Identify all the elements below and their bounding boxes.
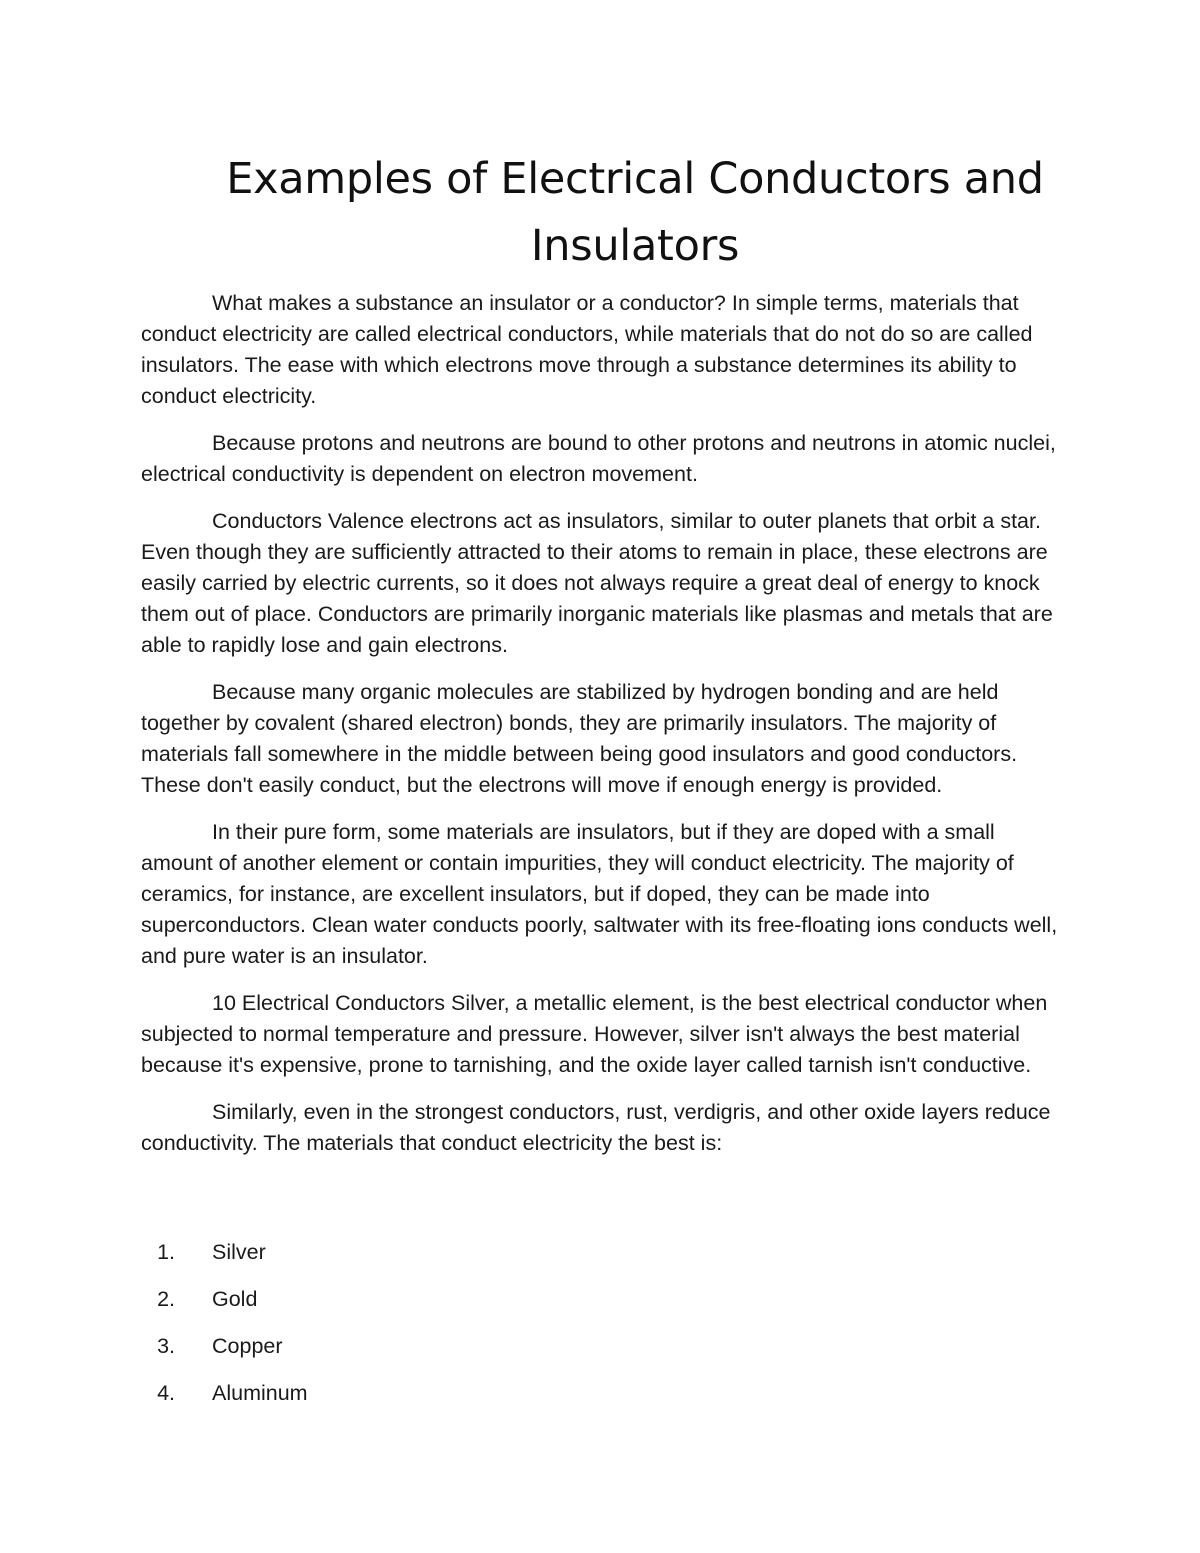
paragraph-insulator-vs-conductor: What makes a substance an insulator or a conductor? In simple terms, materials that conduct electricity are called electrical conductors, while materials that do not do so are called insulators. The ease with which electrons move through a substance determines its ability to conduct electricity. — [141, 291, 1033, 408]
paragraph-silver-conductor: 10 Electrical Conductors Silver, a metallic element, is the best electrical conductor when subjected to normal temperature and pressure. However, silver isn't always the best material because it's expensive, prone to tarnishing, and the oxide layer called tarnish isn't conductive. — [141, 991, 1048, 1077]
list-item-label: Gold — [212, 1287, 258, 1311]
paragraph-pure-form: In their pure form, some materials are insulators, but if they are doped with a small amount of another element or contain impurities, they will conduct electricity. The majority of ceramics, for instance, are excellent insulators, but if doped, they can be made into superconductors. Clean water conducts poorly, saltwater with its free-floating ions conducts well, and pure water is an insulator. — [141, 820, 1058, 968]
list-item-label: Aluminum — [212, 1381, 308, 1405]
list-item-number: 1. — [157, 1240, 175, 1264]
list-item-number: 3. — [157, 1334, 175, 1358]
paragraph-organic-molecules: Because many organic molecules are stabilized by hydrogen bonding and are held together by covalent (shared electron) bonds, they are primarily insulators. The majority of materials fall somewhere in the middle between being good insulators and good conductors. These don't easily conduct, but the electrons will move if enough energy is provided. — [141, 680, 1018, 797]
document-body — [141, 288, 1066, 1175]
list-item — [141, 1331, 308, 1378]
list-item-label: Copper — [212, 1334, 283, 1358]
paragraph-protons-neutrons: Because protons and neutrons are bound to other protons and neutrons in atomic nuclei, electrical conductivity is dependent on electron movement. — [141, 431, 1056, 486]
list-item-number: 2. — [157, 1287, 175, 1311]
list-item — [141, 1378, 308, 1425]
paragraph-valence-electrons: Conductors Valence electrons act as insulators, similar to outer planets that orbit a star. Even though they are sufficiently attracted to their atoms to remain in place, these electrons are easily carried by electric currents, so it does not always require a great deal of energy to knock them out of place. Conductors are primarily inorganic materials like plasmas and metals that are able to rapidly lose and gain electrons. — [141, 509, 1053, 657]
list-item — [141, 1284, 308, 1331]
paragraph-oxide-layers: Similarly, even in the strongest conductors, rust, verdigris, and other oxide layers reduce conductivity. The materials that conduct electricity the best is: — [141, 1100, 1051, 1155]
list-item — [141, 1237, 308, 1284]
list-item-number: 4. — [157, 1381, 175, 1405]
document-title: Examples of Electrical Conductors and Insulators — [226, 154, 1044, 271]
list-item-label: Silver — [212, 1240, 266, 1264]
conductors-list — [141, 1237, 308, 1425]
